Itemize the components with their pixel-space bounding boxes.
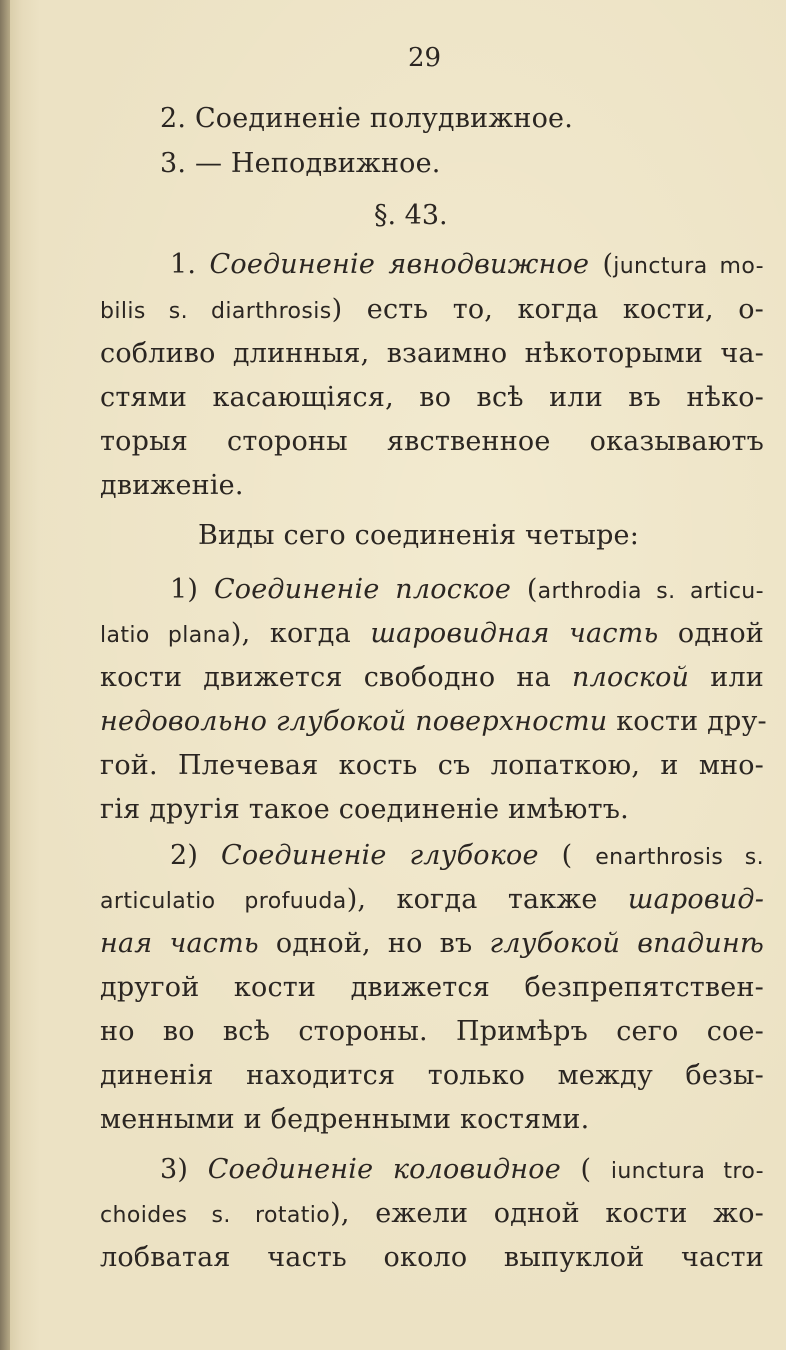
term-pivot-joint: Соединеніе коловидное: [207, 1154, 561, 1185]
latin-term: articulatio profuuda: [100, 889, 347, 914]
term-flat-joint: Соединеніе плоское: [213, 574, 512, 605]
item1-line4: недовольно глубокой поверхности кости дру-: [100, 706, 767, 737]
item2-line4: другой кости движется безпрепятствен-: [100, 972, 764, 1003]
latin-term: enarthrosis s.: [595, 845, 764, 870]
list-item-2: 2. Соединеніе полудвижное.: [160, 103, 573, 134]
latin-term: choides s. rotatio: [100, 1203, 331, 1228]
paragraph1-line2: bilis s. diarthrosis) есть то, когда кости, о-: [100, 294, 764, 325]
kinds-intro-line: Виды сего соединенія четыре:: [198, 520, 640, 551]
paragraph1-number: 1.: [170, 249, 210, 280]
paragraph1-line3: собливо длинныя, взаимно нѣкоторыми ча-: [100, 338, 764, 369]
list-item-3: 3. — Неподвижное.: [160, 148, 441, 179]
emphasis-term: шаровид-: [627, 884, 765, 915]
latin-term: iunctura tro-: [610, 1159, 764, 1184]
item1-line6: гія другія такое соединеніе имѣютъ.: [100, 794, 629, 825]
item2-line6: диненія находится только между безы-: [100, 1060, 764, 1091]
latin-term: latio plana: [100, 623, 231, 648]
item2-line2: articulatio profuuda), когда также шаровид-: [100, 884, 765, 915]
item3-line3: лобватая часть около выпуклой части: [100, 1242, 764, 1273]
item1-line3: кости движется свободно на плоской или: [100, 662, 765, 693]
emphasis-term: шаровидная часть: [370, 618, 659, 649]
item2-line5: но во всѣ стороны. Примѣръ сего сое-: [100, 1016, 764, 1047]
latin-term: arthrodia s. articu-: [537, 579, 764, 604]
term-deep-joint: Соединеніе глубокое: [221, 840, 539, 871]
item2-line7: менными и бедренными костями.: [100, 1104, 590, 1135]
emphasis-term: плоской: [572, 662, 690, 693]
emphasis-term: глубокой впадинѣ: [489, 928, 764, 959]
item2-line3: ная часть одной, но въ глубокой впадинѣ: [100, 928, 764, 959]
emphasis-term: ная часть: [100, 928, 259, 959]
item1-line1: 1) Соединеніе плоское (arthrodia s. articu-: [170, 574, 764, 605]
item3-number: 3): [160, 1154, 208, 1185]
item2-line1: 2) Соединеніе глубокое ( enarthrosis s.: [170, 840, 764, 871]
item3-line1: 3) Соединеніе коловидное ( iunctura tro-: [160, 1154, 764, 1185]
emphasis-term: недовольно глубокой поверхности: [100, 706, 608, 737]
paragraph1-line4: стями касающіяся, во всѣ или въ нѣко-: [100, 382, 764, 413]
item3-line2: choides s. rotatio), ежели одной кости жо-: [100, 1198, 764, 1229]
item1-line2: latio plana), когда шаровидная часть одной: [100, 618, 764, 649]
paragraph1-line5: торыя стороны явственное оказываютъ: [100, 426, 764, 457]
section-heading: §. 43.: [374, 200, 448, 231]
page-binding-edge: [0, 0, 10, 1350]
paragraph1-line1: 1. Соединеніе явнодвижное (junctura mo-: [170, 249, 764, 280]
item2-number: 2): [170, 840, 222, 871]
term-junctura-mobilis: Соединеніе явнодвижное: [209, 249, 590, 280]
item1-number: 1): [170, 574, 214, 605]
latin-term: bilis s. diarthrosis: [100, 299, 332, 324]
page-number: 29: [408, 43, 442, 73]
item1-line5: гой. Плечевая кость съ лопаткою, и мно-: [100, 750, 764, 781]
latin-term: junctura mo-: [613, 254, 764, 279]
paragraph1-line6: движеніе.: [100, 470, 244, 501]
